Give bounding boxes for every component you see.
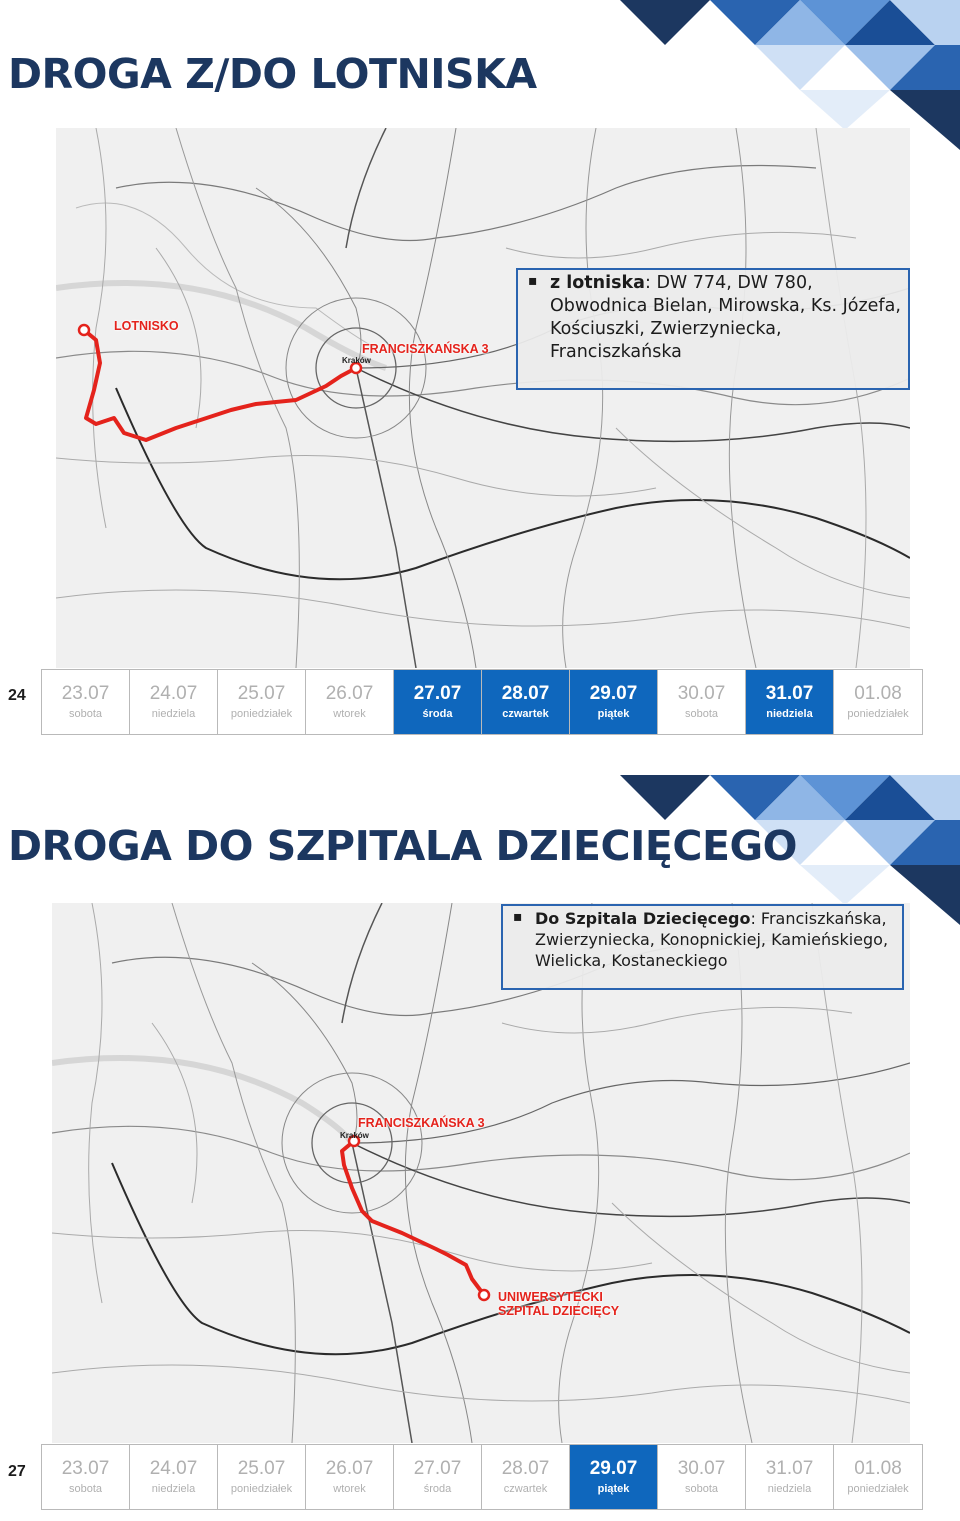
calendar-strip — [41, 669, 923, 735]
calendar-weekday: środa — [422, 708, 453, 721]
calendar-day — [570, 1445, 658, 1509]
calendar-day — [394, 1445, 482, 1509]
calendar-weekday: czwartek — [502, 708, 549, 721]
calendar-date: 28.07 — [501, 1457, 550, 1479]
calendar-weekday: wtorek — [333, 1483, 366, 1496]
calendar-weekday: poniedziałek — [230, 708, 293, 721]
calendar-day — [42, 1445, 130, 1509]
calendar-date: 24.07 — [149, 1457, 198, 1479]
city-label: Kraków — [340, 1131, 369, 1140]
calendar-day — [658, 1445, 746, 1509]
start-label: LOTNISKO — [114, 319, 179, 333]
calendar-date: 28.07 — [501, 682, 550, 704]
calendar-day — [218, 670, 306, 734]
calendar-date: 23.07 — [61, 682, 110, 704]
calendar-date: 30.07 — [677, 682, 726, 704]
calendar-weekday: niedziela — [767, 1483, 812, 1496]
calendar-day — [306, 670, 394, 734]
calendar-day — [482, 670, 570, 734]
slide-hospital-route — [0, 775, 960, 1521]
calendar-weekday: poniedziałek — [847, 708, 909, 721]
route-lead: z lotniska — [550, 273, 645, 293]
route-text: : DW 774, DW 780, Obwodnica Bielan, Mirowska, Ks. Józefa, Kościuszki, Zwierzyniecka, Franciszkańska — [550, 273, 901, 363]
calendar-weekday: poniedziałek — [230, 1483, 293, 1496]
slide-airport-route — [0, 0, 960, 745]
calendar-day — [746, 1445, 834, 1509]
end-label: FRANCISZKAŃSKA 3 — [362, 342, 489, 356]
slide-number: 27 — [8, 1463, 26, 1480]
calendar-date: 29.07 — [589, 682, 638, 704]
route-description — [528, 272, 902, 364]
calendar-date: 23.07 — [61, 1457, 110, 1479]
calendar-weekday: sobota — [684, 1483, 719, 1496]
calendar-weekday: niedziela — [766, 708, 813, 721]
page-title: DROGA DO SZPITALA DZIECIĘCEGO — [8, 822, 797, 870]
calendar-date: 26.07 — [325, 682, 374, 704]
calendar-day — [746, 670, 834, 734]
calendar-date: 31.07 — [765, 1457, 814, 1479]
route-lead: Do Szpitala Dziecięcego — [535, 909, 751, 928]
map — [56, 128, 910, 668]
route-description — [513, 908, 896, 971]
calendar-day — [218, 1445, 306, 1509]
calendar-day — [130, 670, 218, 734]
calendar-weekday: niedziela — [151, 708, 196, 721]
city-label: Kraków — [342, 356, 371, 365]
calendar-date: 01.08 — [854, 1457, 902, 1479]
end-label-line1: UNIWERSYTECKI — [498, 1290, 603, 1304]
calendar-day — [834, 670, 922, 734]
calendar-day — [42, 670, 130, 734]
start-label: FRANCISZKAŃSKA 3 — [358, 1116, 485, 1130]
calendar-date: 25.07 — [237, 1457, 286, 1479]
slide-number: 24 — [8, 687, 26, 704]
calendar-day — [130, 1445, 218, 1509]
calendar-weekday: czwartek — [503, 1483, 548, 1496]
calendar-day — [834, 1445, 922, 1509]
page-title: DROGA Z/DO LOTNISKA — [8, 50, 537, 98]
calendar-date: 26.07 — [325, 1457, 374, 1479]
route-text: : Franciszkańska, Zwierzyniecka, Konopnickiej, Kamieńskiego, Wielicka, Kostaneckiego — [535, 909, 889, 971]
calendar-weekday: sobota — [684, 708, 719, 721]
calendar-day — [570, 670, 658, 734]
calendar-date: 01.08 — [854, 682, 902, 704]
calendar-weekday: sobota — [68, 1483, 103, 1496]
calendar-weekday: wtorek — [333, 708, 366, 721]
calendar-weekday: poniedziałek — [847, 1483, 909, 1496]
map-roads — [56, 128, 910, 668]
calendar-date: 31.07 — [765, 682, 814, 704]
calendar-date: 27.07 — [413, 1457, 462, 1479]
calendar-weekday: środa — [423, 1483, 452, 1496]
route-info-box — [501, 904, 904, 990]
calendar-weekday: piątek — [597, 1483, 630, 1496]
calendar-day — [658, 670, 746, 734]
calendar-day — [306, 1445, 394, 1509]
calendar-date: 25.07 — [237, 682, 286, 704]
calendar-day — [394, 670, 482, 734]
calendar-date: 27.07 — [413, 682, 462, 704]
calendar-weekday: piątek — [597, 708, 630, 721]
calendar-strip — [41, 1444, 923, 1510]
route-info-box — [516, 268, 910, 390]
calendar-date: 29.07 — [589, 1457, 638, 1479]
calendar-day — [482, 1445, 570, 1509]
end-label-line2: SZPITAL DZIECIĘCY — [498, 1304, 620, 1318]
calendar-date: 24.07 — [149, 682, 198, 704]
calendar-weekday: niedziela — [151, 1483, 196, 1496]
calendar-date: 30.07 — [677, 1457, 726, 1479]
calendar-weekday: sobota — [68, 708, 103, 721]
